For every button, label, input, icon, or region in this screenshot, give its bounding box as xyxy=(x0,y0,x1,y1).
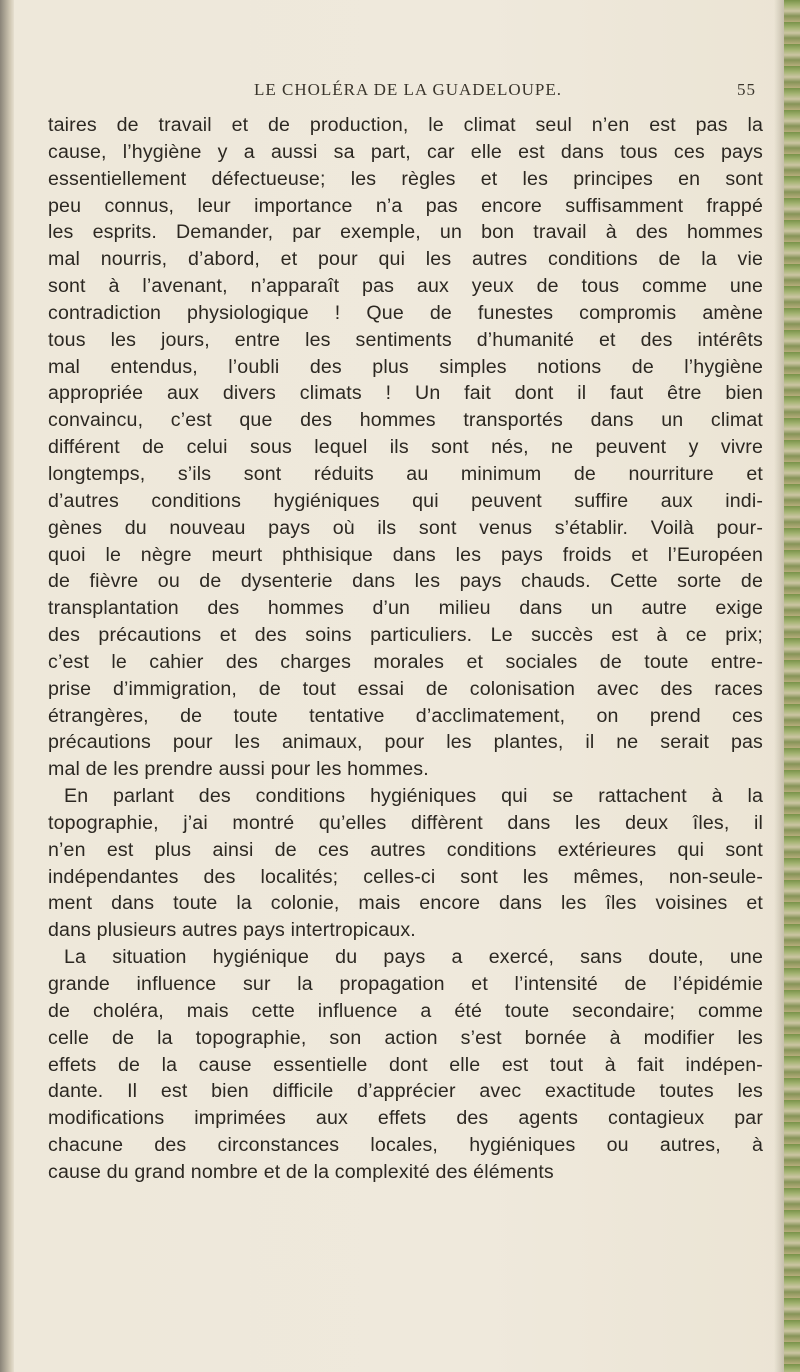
text-line: En parlant des conditions hygiéniques qui se rattachent à la xyxy=(64,785,763,808)
text-line: gènes du nouveau pays où ils sont venus s’établir. Voilà pour- xyxy=(48,516,763,539)
page-left-edge xyxy=(0,0,14,1372)
text-line: modifications imprimées aux effets des agents contagieux par xyxy=(48,1107,763,1130)
paragraph xyxy=(48,112,763,783)
text-line: La situation hygiénique du pays a exercé, sans doute, une xyxy=(64,946,763,969)
text-line: prise d’immigration, de tout essai de colonisation avec des races xyxy=(48,677,763,700)
text-line: celle de la topographie, son action s’est bornée à modifier les xyxy=(48,1026,763,1049)
text-line: dante. Il est bien difficile d’apprécier avec exactitude toutes les xyxy=(48,1080,763,1103)
text-line: tous les jours, entre les sentiments d’humanité et des intérêts xyxy=(48,328,763,351)
text-line: transplantation des hommes d’un milieu dans un autre exige xyxy=(48,597,763,620)
text-line: c’est le cahier des charges morales et sociales de toute entre- xyxy=(48,650,763,673)
text-line: indépendantes des localités; celles-ci sont les mêmes, non-seule- xyxy=(48,865,763,888)
text-line: mal entendus, l’oubli des plus simples notions de l’hygiène xyxy=(48,355,763,378)
text-line: sont à l’avenant, n’apparaît pas aux yeux de tous comme une xyxy=(48,275,763,298)
text-line: mal nourris, d’abord, et pour qui les autres conditions de la vie xyxy=(48,248,763,271)
text-line: cause, l’hygiène y a aussi sa part, car elle est dans tous ces pays xyxy=(48,140,763,163)
text-line: d’autres conditions hygiéniques qui peuvent suffire aux indi- xyxy=(48,489,763,512)
text-line: cause du grand nombre et de la complexité des éléments xyxy=(48,1160,554,1183)
text-line: les esprits. Demander, par exemple, un bon travail à des hommes xyxy=(48,221,763,244)
text-line: grande influence sur la propagation et l’intensité de l’épidémie xyxy=(48,973,763,995)
text-line: précautions pour les animaux, pour les plantes, il ne serait pas xyxy=(48,731,763,754)
text-line: taires de travail et de production, le climat seul n’en est pas la xyxy=(48,114,763,136)
text-line: différent de celui sous lequel ils sont nés, ne peuvent y vivre xyxy=(48,436,763,459)
paragraph xyxy=(48,783,763,944)
text-line: appropriée aux divers climats ! Un fait dont il faut être bien xyxy=(48,382,763,405)
text-line: topographie, j’ai montré qu’elles diffèrent dans les deux îles, il xyxy=(48,811,763,834)
text-line: dans plusieurs autres pays intertropicaux. xyxy=(48,919,416,942)
text-line: effets de la cause essentielle dont elle est tout à fait indépen- xyxy=(48,1053,763,1076)
text-line: convaincu, c’est que des hommes transportés dans un climat xyxy=(48,409,763,432)
text-line: de fièvre ou de dysenterie dans les pays chauds. Cette sorte de xyxy=(48,570,763,593)
text-line: de choléra, mais cette influence a été toute secondaire; comme xyxy=(48,999,763,1022)
page-header xyxy=(48,80,768,102)
paragraph xyxy=(48,944,763,1186)
text-line: quoi le nègre meurt phthisique dans les pays froids et l’Européen xyxy=(48,543,763,566)
page-right-edge xyxy=(784,0,800,1372)
text-line: n’en est plus ainsi de ces autres conditions extérieures qui sont xyxy=(48,838,763,861)
body-text xyxy=(48,112,763,1186)
text-line: longtemps, s’ils sont réduits au minimum de nourriture et xyxy=(48,462,763,485)
text-line: peu connus, leur importance n’a pas encore suffisamment frappé xyxy=(48,194,763,217)
text-line: contradiction physiologique ! Que de funestes compromis amène xyxy=(48,301,763,324)
text-line: essentiellement défectueuse; les règles et les principes en sont xyxy=(48,167,763,190)
text-line: des précautions et des soins particuliers. Le succès est à ce prix; xyxy=(48,624,763,647)
text-line: mal de les prendre aussi pour les hommes. xyxy=(48,758,429,781)
page-number: 55 xyxy=(737,80,756,99)
running-title: LE CHOLÉRA DE LA GUADELOUPE. xyxy=(253,80,562,99)
text-line: étrangères, de toute tentative d’acclimatement, on prend ces xyxy=(48,704,763,727)
text-line: ment dans toute la colonie, mais encore dans les îles voisines et xyxy=(48,892,763,915)
text-line: chacune des circonstances locales, hygiéniques ou autres, à xyxy=(48,1134,763,1157)
